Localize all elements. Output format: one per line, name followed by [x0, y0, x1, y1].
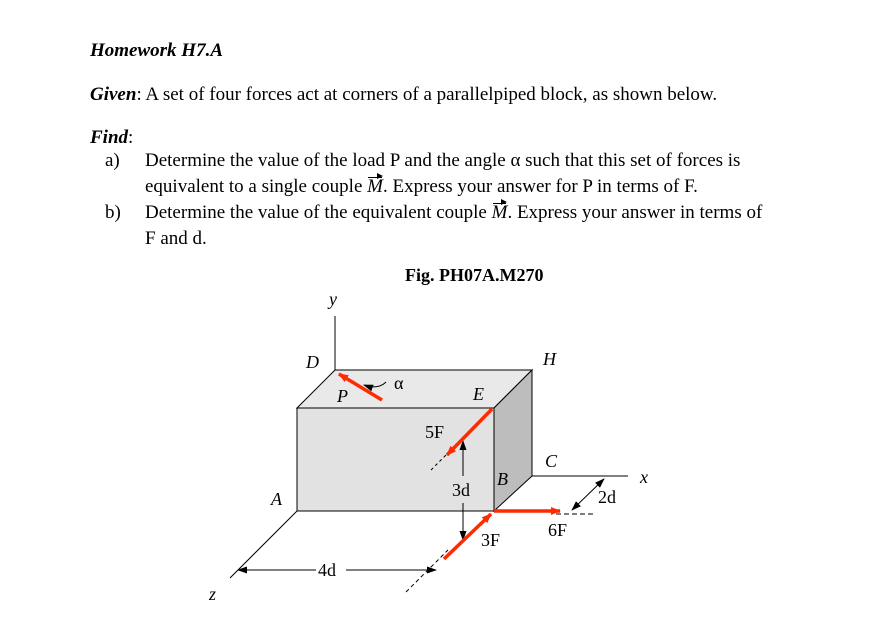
- label-3d: 3d: [452, 480, 470, 500]
- item-a-line2-post: . Express your answer for P in terms of F.: [382, 176, 698, 197]
- find-colon: :: [128, 127, 134, 148]
- label-p: P: [337, 386, 348, 406]
- item-b-line1-post: . Express your answer in terms of: [507, 202, 763, 223]
- item-a-line2-pre: equivalent to a single couple: [145, 176, 368, 197]
- item-b-marker: b): [105, 202, 121, 223]
- given-text: : A set of four forces act at corners of a parallelpiped block, as shown below.: [136, 84, 718, 105]
- item-a-line1: Determine the value of the load P and the angle α such that this set of forces is: [145, 150, 741, 171]
- label-x: x: [640, 467, 648, 487]
- label-b: B: [497, 469, 508, 489]
- label-2d: 2d: [598, 487, 616, 507]
- label-e: E: [473, 384, 484, 404]
- figure-title: Fig. PH07A.M270: [405, 265, 544, 285]
- item-b-line2: F and d.: [145, 228, 207, 249]
- label-4d: 4d: [318, 560, 336, 580]
- label-alpha: α: [394, 373, 404, 393]
- couple-vector-m: M: [367, 176, 383, 197]
- block-top-face: [297, 370, 532, 408]
- item-b-line1-pre: Determine the value of the equivalent couple: [145, 202, 492, 223]
- dim-4d-guide: [406, 550, 448, 592]
- label-a: A: [271, 489, 282, 509]
- label-z: z: [209, 584, 217, 604]
- homework-title: Homework H7.A: [90, 40, 224, 61]
- given-label: Given: [90, 84, 137, 105]
- label-6f: 6F: [548, 520, 568, 540]
- label-d: D: [306, 352, 319, 372]
- label-h: H: [543, 349, 556, 369]
- label-5f: 5F: [425, 422, 445, 442]
- z-axis: [230, 511, 297, 578]
- label-3f: 3F: [481, 530, 501, 550]
- label-y: y: [329, 289, 337, 309]
- couple-vector-m-b: M: [491, 202, 508, 223]
- label-c: C: [545, 451, 558, 471]
- item-a-marker: a): [105, 150, 120, 171]
- find-label: Find: [90, 127, 129, 148]
